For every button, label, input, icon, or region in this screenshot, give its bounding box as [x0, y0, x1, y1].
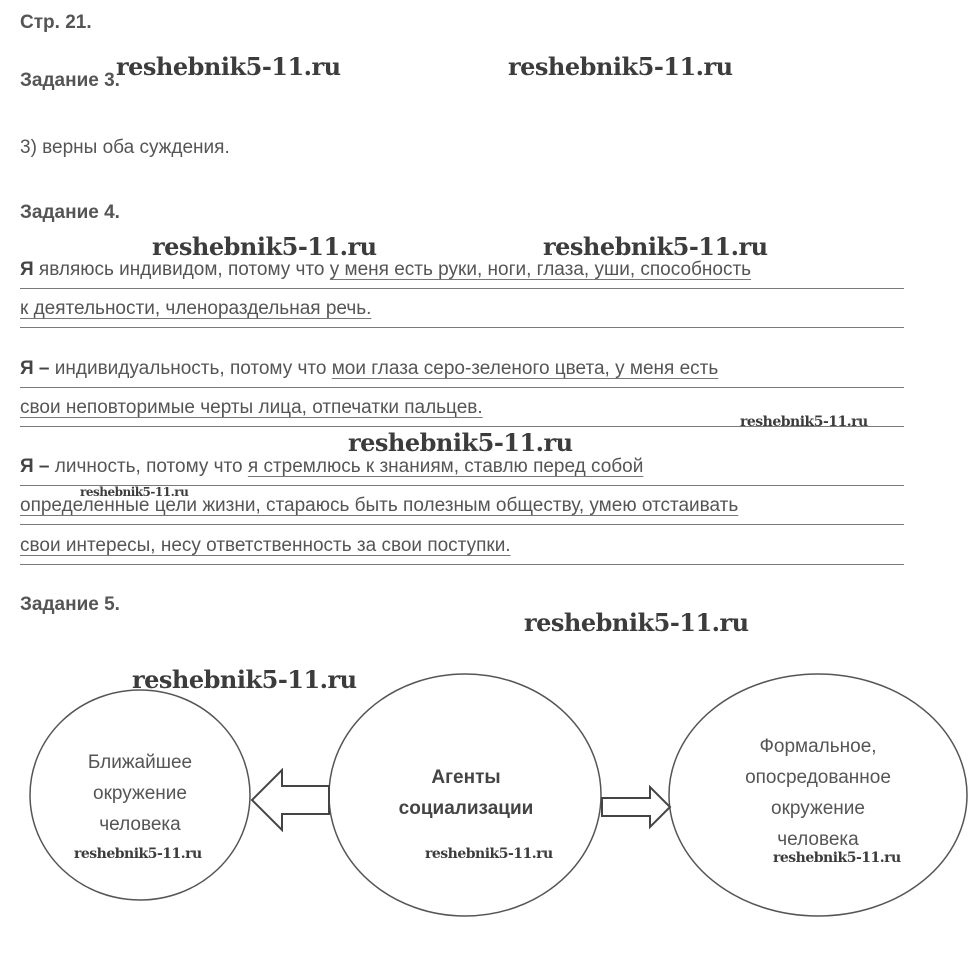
- underlined-text: мои глаза серо-зеленого цвета, у меня есть: [331, 358, 719, 379]
- plain-text: индивидуальность, потому что: [54, 358, 332, 379]
- underlined-text: у меня есть руки, ноги, глаза, уши, способность: [329, 259, 752, 280]
- watermark: reshebnik5-11.ru: [773, 850, 901, 866]
- subject-i: Я: [20, 259, 34, 280]
- subject-i: Я: [20, 358, 34, 379]
- watermark: reshebnik5-11.ru: [524, 608, 749, 637]
- watermark: reshebnik5-11.ru: [152, 232, 377, 261]
- watermark: reshebnik5-11.ru: [116, 52, 341, 81]
- task4-heading: Задание 4.: [20, 202, 120, 223]
- right-arrow-icon: [602, 787, 670, 827]
- right-circle-label: [669, 731, 967, 855]
- left-line-2: окружение: [93, 783, 187, 804]
- left-arrow-icon: [252, 770, 329, 830]
- watermark: reshebnik5-11.ru: [740, 414, 868, 430]
- watermark: reshebnik5-11.ru: [80, 485, 189, 499]
- right-line-3: окружение: [771, 798, 865, 819]
- task5-heading: Задание 5.: [20, 594, 120, 615]
- underlined-text: свои интересы, несу ответственность за свои поступки.: [20, 535, 511, 556]
- underlined-text: к деятельности, членораздельная речь.: [20, 298, 372, 319]
- left-line-3: человека: [99, 814, 181, 835]
- center-circle-label: [330, 762, 602, 824]
- dash: –: [33, 456, 55, 477]
- underlined-text: определенные цели жизни, стараюсь быть полезным обществу, умею отстаивать: [20, 495, 739, 516]
- subject-i: Я: [20, 456, 34, 477]
- center-line-1: Агенты: [431, 767, 501, 788]
- task3-heading: Задание 3.: [20, 70, 120, 91]
- right-line-4: человека: [777, 829, 859, 850]
- underlined-text: свои неповторимые черты лица, отпечатки пальцев.: [20, 397, 483, 418]
- page-reference: Стр. 21.: [20, 12, 92, 33]
- underlined-text: я стремлюсь к знаниям, ставлю перед собой: [247, 456, 644, 477]
- watermark: reshebnik5-11.ru: [508, 52, 733, 81]
- dash: –: [33, 358, 55, 379]
- task3-answer: 3) верны оба суждения.: [20, 137, 230, 158]
- watermark: reshebnik5-11.ru: [74, 846, 202, 862]
- right-line-2: опосредованное: [745, 767, 891, 788]
- left-circle-label: [30, 747, 250, 840]
- watermark: reshebnik5-11.ru: [425, 846, 553, 862]
- plain-text: являюсь индивидом, потому что: [33, 259, 330, 280]
- center-line-2: социализации: [398, 798, 534, 819]
- plain-text: личность, потому что: [54, 456, 248, 477]
- left-line-1: Ближайшее: [87, 752, 193, 773]
- right-line-1: Формальное,: [759, 736, 877, 757]
- watermark: reshebnik5-11.ru: [348, 428, 573, 457]
- watermark: reshebnik5-11.ru: [132, 665, 357, 694]
- watermark: reshebnik5-11.ru: [543, 232, 768, 261]
